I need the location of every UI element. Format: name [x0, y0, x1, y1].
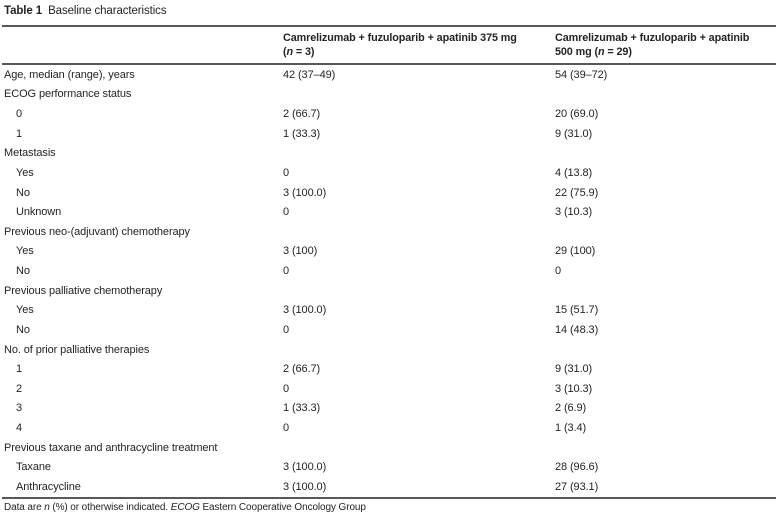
- text-run: = 3): [293, 46, 315, 58]
- row-label: No: [16, 323, 30, 336]
- italic-text-run: n: [286, 46, 293, 58]
- table-row: [2, 104, 776, 124]
- row-value-arm500: 54 (39–72): [555, 68, 608, 81]
- table-caption: [2, 0, 776, 25]
- text-run: Eastern Cooperative Oncology Group: [199, 502, 366, 513]
- row-value-arm500: 4 (13.8): [555, 166, 593, 179]
- row-value-arm375: 0: [283, 323, 290, 336]
- table-footnote: [2, 499, 776, 513]
- row-value-arm500: 28 (96.6): [555, 461, 599, 474]
- table-row: [2, 65, 776, 85]
- text-run: = 29): [604, 46, 632, 58]
- italic-text-run: ECOG: [170, 502, 200, 513]
- text-run: (: [283, 46, 287, 58]
- table-row: [2, 124, 776, 144]
- table-row: [2, 202, 776, 222]
- row-label: Unknown: [16, 206, 62, 219]
- row-value-arm500: 1 (3.4): [555, 422, 587, 435]
- row-value-arm375: 0: [283, 166, 290, 179]
- row-value-arm500: 27 (93.1): [555, 480, 599, 493]
- row-label: No: [16, 265, 30, 278]
- row-label: Previous palliative chemotherapy: [4, 284, 163, 297]
- row-label: 2: [16, 382, 23, 395]
- row-label: 4: [16, 422, 23, 435]
- row-value-arm375: 1 (33.3): [283, 402, 321, 415]
- italic-text-run: n: [44, 502, 50, 513]
- row-value-arm500: 20 (69.0): [555, 108, 599, 121]
- table-row: [2, 261, 776, 281]
- row-label: 0: [16, 108, 23, 121]
- header-arm-375-line1: Camrelizumab + fuzuloparib + apatinib 375 mg: [283, 32, 517, 44]
- table-title: Baseline characteristics: [48, 5, 167, 17]
- table-row: [2, 477, 776, 497]
- row-label: Taxane: [16, 461, 51, 474]
- table-row: [2, 320, 776, 340]
- text-run: 500 mg (: [555, 46, 599, 58]
- row-value-arm500: 22 (75.9): [555, 186, 599, 199]
- row-value-arm375: 2 (66.7): [283, 108, 321, 121]
- table-row: [2, 359, 776, 379]
- row-value-arm375: 3 (100.0): [283, 304, 327, 317]
- row-label: 3: [16, 402, 23, 415]
- row-value-arm500: 0: [555, 265, 562, 278]
- header-arm-375-line2: [283, 45, 555, 59]
- row-label: Previous taxane and anthracycline treatment: [4, 441, 218, 454]
- table-row: [2, 379, 776, 399]
- row-value-arm375: 2 (66.7): [283, 363, 321, 376]
- text-run: Data are: [4, 502, 45, 513]
- table-row: [2, 458, 776, 478]
- row-label: Anthracycline: [16, 480, 81, 493]
- row-label: 1: [16, 363, 23, 376]
- row-label: ECOG performance status: [4, 88, 132, 101]
- italic-text-run: n: [598, 46, 605, 58]
- row-value-arm375: 3 (100): [283, 245, 318, 258]
- row-value-arm375: 3 (100.0): [283, 480, 327, 493]
- row-value-arm500: 3 (10.3): [555, 206, 593, 219]
- row-label: Previous neo-(adjuvant) chemotherapy: [4, 225, 190, 238]
- table-row: [2, 399, 776, 419]
- row-label: 1: [16, 127, 23, 140]
- row-label: Age, median (range), years: [4, 68, 135, 81]
- row-label: No: [16, 186, 30, 199]
- row-value-arm500: 9 (31.0): [555, 363, 593, 376]
- row-value-arm375: 0: [283, 382, 290, 395]
- row-value-arm375: 0: [283, 206, 290, 219]
- row-label: Metastasis: [4, 147, 56, 160]
- text-run: (%) or otherwise indicated.: [49, 502, 171, 513]
- row-value-arm500: 14 (48.3): [555, 323, 599, 336]
- table-row: [2, 85, 776, 105]
- row-value-arm375: 0: [283, 265, 290, 278]
- row-value-arm375: 42 (37–49): [283, 68, 336, 81]
- table-row: [2, 163, 776, 183]
- row-value-arm375: 3 (100.0): [283, 186, 327, 199]
- row-value-arm500: 2 (6.9): [555, 402, 587, 415]
- table-body: [2, 65, 776, 497]
- table-row: [2, 242, 776, 262]
- table-row: [2, 183, 776, 203]
- table-header-row: [2, 27, 776, 63]
- row-value-arm375: 3 (100.0): [283, 461, 327, 474]
- row-label: Yes: [16, 245, 34, 258]
- header-arm-500-line2: [555, 45, 776, 59]
- table-row: [2, 301, 776, 321]
- table-row: [2, 438, 776, 458]
- table-row: [2, 340, 776, 360]
- table-row: [2, 222, 776, 242]
- row-value-arm375: 1 (33.3): [283, 127, 321, 140]
- row-value-arm375: 0: [283, 422, 290, 435]
- row-value-arm500: 9 (31.0): [555, 127, 593, 140]
- row-label: No. of prior palliative therapies: [4, 343, 150, 356]
- row-value-arm500: 3 (10.3): [555, 382, 593, 395]
- table-row: [2, 418, 776, 438]
- header-arm-500: [555, 31, 776, 59]
- header-arm-500-line1: Camrelizumab + fuzuloparib + apatinib: [555, 32, 750, 44]
- table-row: [2, 144, 776, 164]
- table-label: Table 1: [4, 5, 43, 17]
- table-row: [2, 281, 776, 301]
- row-value-arm500: 29 (100): [555, 245, 596, 258]
- row-value-arm500: 15 (51.7): [555, 304, 599, 317]
- row-label: Yes: [16, 166, 34, 179]
- header-arm-375: [283, 31, 555, 59]
- row-label: Yes: [16, 304, 34, 317]
